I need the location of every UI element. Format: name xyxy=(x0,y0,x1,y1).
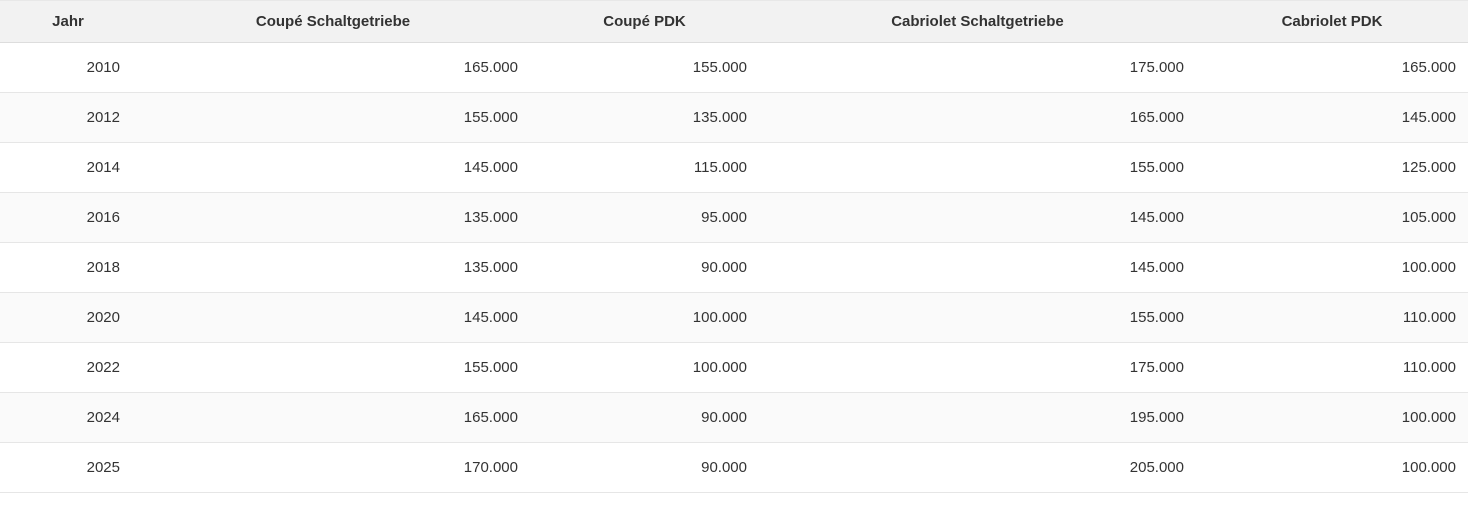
table-header-row xyxy=(0,1,1468,43)
cell-cabrio-manual: 175.000 xyxy=(759,343,1196,393)
column-header-coupe-pdk: Coupé PDK xyxy=(530,1,759,43)
cell-coupe-pdk: 90.000 xyxy=(530,443,759,493)
column-header-jahr: Jahr xyxy=(0,1,136,43)
cell-coupe-pdk: 100.000 xyxy=(530,343,759,393)
cell-year: 2018 xyxy=(0,243,136,293)
table-row xyxy=(0,43,1468,93)
cell-year: 2022 xyxy=(0,343,136,393)
cell-coupe-manual: 165.000 xyxy=(136,43,530,93)
cell-year: 2016 xyxy=(0,193,136,243)
cell-coupe-pdk: 155.000 xyxy=(530,43,759,93)
cell-coupe-pdk: 90.000 xyxy=(530,393,759,443)
table-row xyxy=(0,393,1468,443)
cell-cabrio-manual: 145.000 xyxy=(759,193,1196,243)
cell-cabrio-pdk: 165.000 xyxy=(1196,43,1468,93)
cell-cabrio-manual: 205.000 xyxy=(759,443,1196,493)
cell-cabrio-pdk: 110.000 xyxy=(1196,293,1468,343)
table-row xyxy=(0,193,1468,243)
cell-cabrio-pdk: 100.000 xyxy=(1196,443,1468,493)
cell-cabrio-manual: 175.000 xyxy=(759,43,1196,93)
cell-coupe-manual: 170.000 xyxy=(136,443,530,493)
cell-coupe-pdk: 115.000 xyxy=(530,143,759,193)
table-row xyxy=(0,243,1468,293)
table-row xyxy=(0,343,1468,393)
cell-year: 2020 xyxy=(0,293,136,343)
cell-year: 2025 xyxy=(0,443,136,493)
cell-coupe-manual: 155.000 xyxy=(136,343,530,393)
cell-coupe-manual: 145.000 xyxy=(136,143,530,193)
table-body xyxy=(0,43,1468,493)
cell-coupe-pdk: 95.000 xyxy=(530,193,759,243)
table-row xyxy=(0,443,1468,493)
cell-cabrio-pdk: 105.000 xyxy=(1196,193,1468,243)
cell-cabrio-manual: 145.000 xyxy=(759,243,1196,293)
cell-coupe-pdk: 90.000 xyxy=(530,243,759,293)
table-row xyxy=(0,293,1468,343)
cell-cabrio-manual: 155.000 xyxy=(759,293,1196,343)
cell-year: 2010 xyxy=(0,43,136,93)
cell-year: 2014 xyxy=(0,143,136,193)
cell-cabrio-pdk: 100.000 xyxy=(1196,243,1468,293)
column-header-cabriolet-schaltgetriebe: Cabriolet Schaltgetriebe xyxy=(759,1,1196,43)
cell-coupe-manual: 135.000 xyxy=(136,193,530,243)
cell-year: 2024 xyxy=(0,393,136,443)
column-header-cabriolet-pdk: Cabriolet PDK xyxy=(1196,1,1468,43)
cell-coupe-pdk: 135.000 xyxy=(530,93,759,143)
cell-coupe-manual: 165.000 xyxy=(136,393,530,443)
cell-coupe-manual: 145.000 xyxy=(136,293,530,343)
column-header-coupe-schaltgetriebe: Coupé Schaltgetriebe xyxy=(136,1,530,43)
cell-cabrio-manual: 155.000 xyxy=(759,143,1196,193)
cell-coupe-pdk: 100.000 xyxy=(530,293,759,343)
cell-cabrio-pdk: 145.000 xyxy=(1196,93,1468,143)
cell-cabrio-pdk: 125.000 xyxy=(1196,143,1468,193)
cell-cabrio-manual: 165.000 xyxy=(759,93,1196,143)
cell-coupe-manual: 155.000 xyxy=(136,93,530,143)
cell-cabrio-pdk: 100.000 xyxy=(1196,393,1468,443)
cell-cabrio-pdk: 110.000 xyxy=(1196,343,1468,393)
table-row xyxy=(0,93,1468,143)
cell-year: 2012 xyxy=(0,93,136,143)
table-row xyxy=(0,143,1468,193)
table-header xyxy=(0,1,1468,43)
cell-cabrio-manual: 195.000 xyxy=(759,393,1196,443)
cell-coupe-manual: 135.000 xyxy=(136,243,530,293)
